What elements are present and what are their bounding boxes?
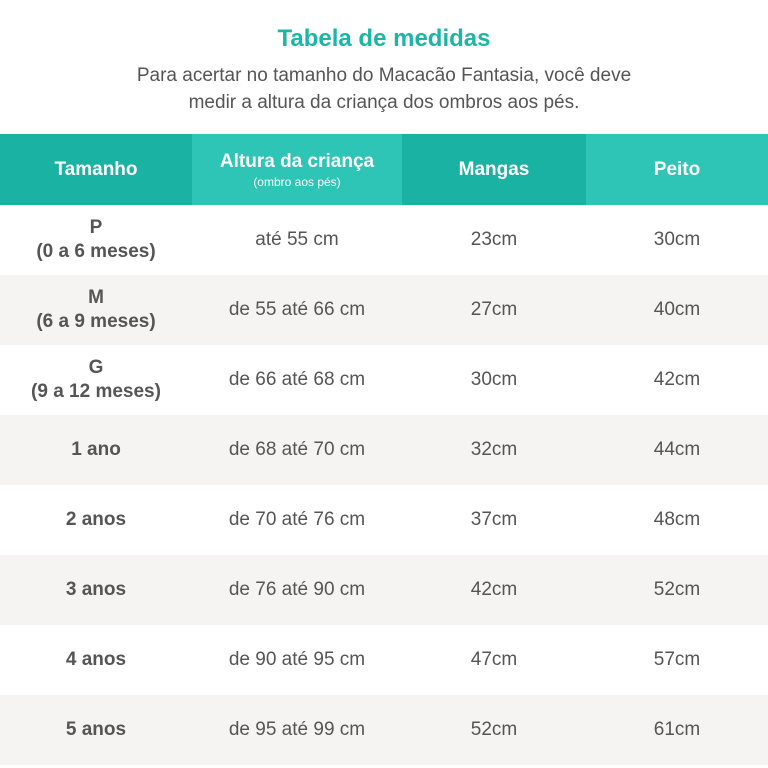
height-cell: de 55 até 66 cm bbox=[192, 275, 402, 345]
column-header-size: Tamanho bbox=[0, 134, 192, 205]
subtitle-line-1: Para acertar no tamanho do Macacão Fantasia, você deve bbox=[136, 65, 632, 86]
age-range: (0 a 6 meses) bbox=[36, 241, 156, 262]
page-subtitle bbox=[0, 62, 768, 116]
table-row bbox=[0, 205, 768, 275]
size-label: M bbox=[88, 287, 104, 308]
chest-cell: 40cm bbox=[586, 275, 768, 345]
height-cell: de 68 até 70 cm bbox=[192, 415, 402, 485]
sleeves-cell: 27cm bbox=[402, 275, 586, 345]
size-cell bbox=[0, 205, 192, 275]
height-cell: até 55 cm bbox=[192, 205, 402, 275]
table-row bbox=[0, 275, 768, 345]
size-label: G bbox=[88, 357, 104, 378]
height-cell: de 66 até 68 cm bbox=[192, 345, 402, 415]
column-header-height-label: Altura da criança bbox=[219, 150, 375, 172]
subtitle-line-2: medir a altura da criança dos ombros aos pés. bbox=[188, 92, 580, 113]
table-row bbox=[0, 485, 768, 555]
height-cell: de 90 até 95 cm bbox=[192, 625, 402, 695]
chest-cell: 42cm bbox=[586, 345, 768, 415]
sleeves-cell: 23cm bbox=[402, 205, 586, 275]
sleeves-cell: 30cm bbox=[402, 345, 586, 415]
page-title: Tabela de medidas bbox=[277, 25, 491, 52]
chest-cell: 48cm bbox=[586, 485, 768, 555]
age-range: (6 a 9 meses) bbox=[36, 311, 156, 332]
table-row bbox=[0, 345, 768, 415]
size-cell: 3 anos bbox=[0, 555, 192, 625]
chest-cell: 30cm bbox=[586, 205, 768, 275]
column-header-height-note: (ombro aos pés) bbox=[253, 174, 341, 189]
size-label: P bbox=[89, 217, 103, 238]
size-cell bbox=[0, 275, 192, 345]
size-cell: 5 anos bbox=[0, 695, 192, 765]
size-cell bbox=[0, 345, 192, 415]
sleeves-cell: 37cm bbox=[402, 485, 586, 555]
size-table bbox=[0, 134, 768, 765]
column-header-sleeves: Mangas bbox=[402, 134, 586, 205]
sleeves-cell: 42cm bbox=[402, 555, 586, 625]
table-row bbox=[0, 695, 768, 765]
sleeves-cell: 52cm bbox=[402, 695, 586, 765]
column-header-height bbox=[192, 134, 402, 205]
chest-cell: 44cm bbox=[586, 415, 768, 485]
table-row bbox=[0, 555, 768, 625]
height-cell: de 76 até 90 cm bbox=[192, 555, 402, 625]
table-row bbox=[0, 625, 768, 695]
chest-cell: 57cm bbox=[586, 625, 768, 695]
table-row bbox=[0, 415, 768, 485]
table-header-row bbox=[0, 134, 768, 205]
column-header-chest: Peito bbox=[586, 134, 768, 205]
sleeves-cell: 47cm bbox=[402, 625, 586, 695]
chest-cell: 61cm bbox=[586, 695, 768, 765]
size-cell: 2 anos bbox=[0, 485, 192, 555]
size-cell: 4 anos bbox=[0, 625, 192, 695]
height-cell: de 95 até 99 cm bbox=[192, 695, 402, 765]
age-range: (9 a 12 meses) bbox=[31, 381, 161, 402]
chest-cell: 52cm bbox=[586, 555, 768, 625]
sleeves-cell: 32cm bbox=[402, 415, 586, 485]
height-cell: de 70 até 76 cm bbox=[192, 485, 402, 555]
size-cell: 1 ano bbox=[0, 415, 192, 485]
